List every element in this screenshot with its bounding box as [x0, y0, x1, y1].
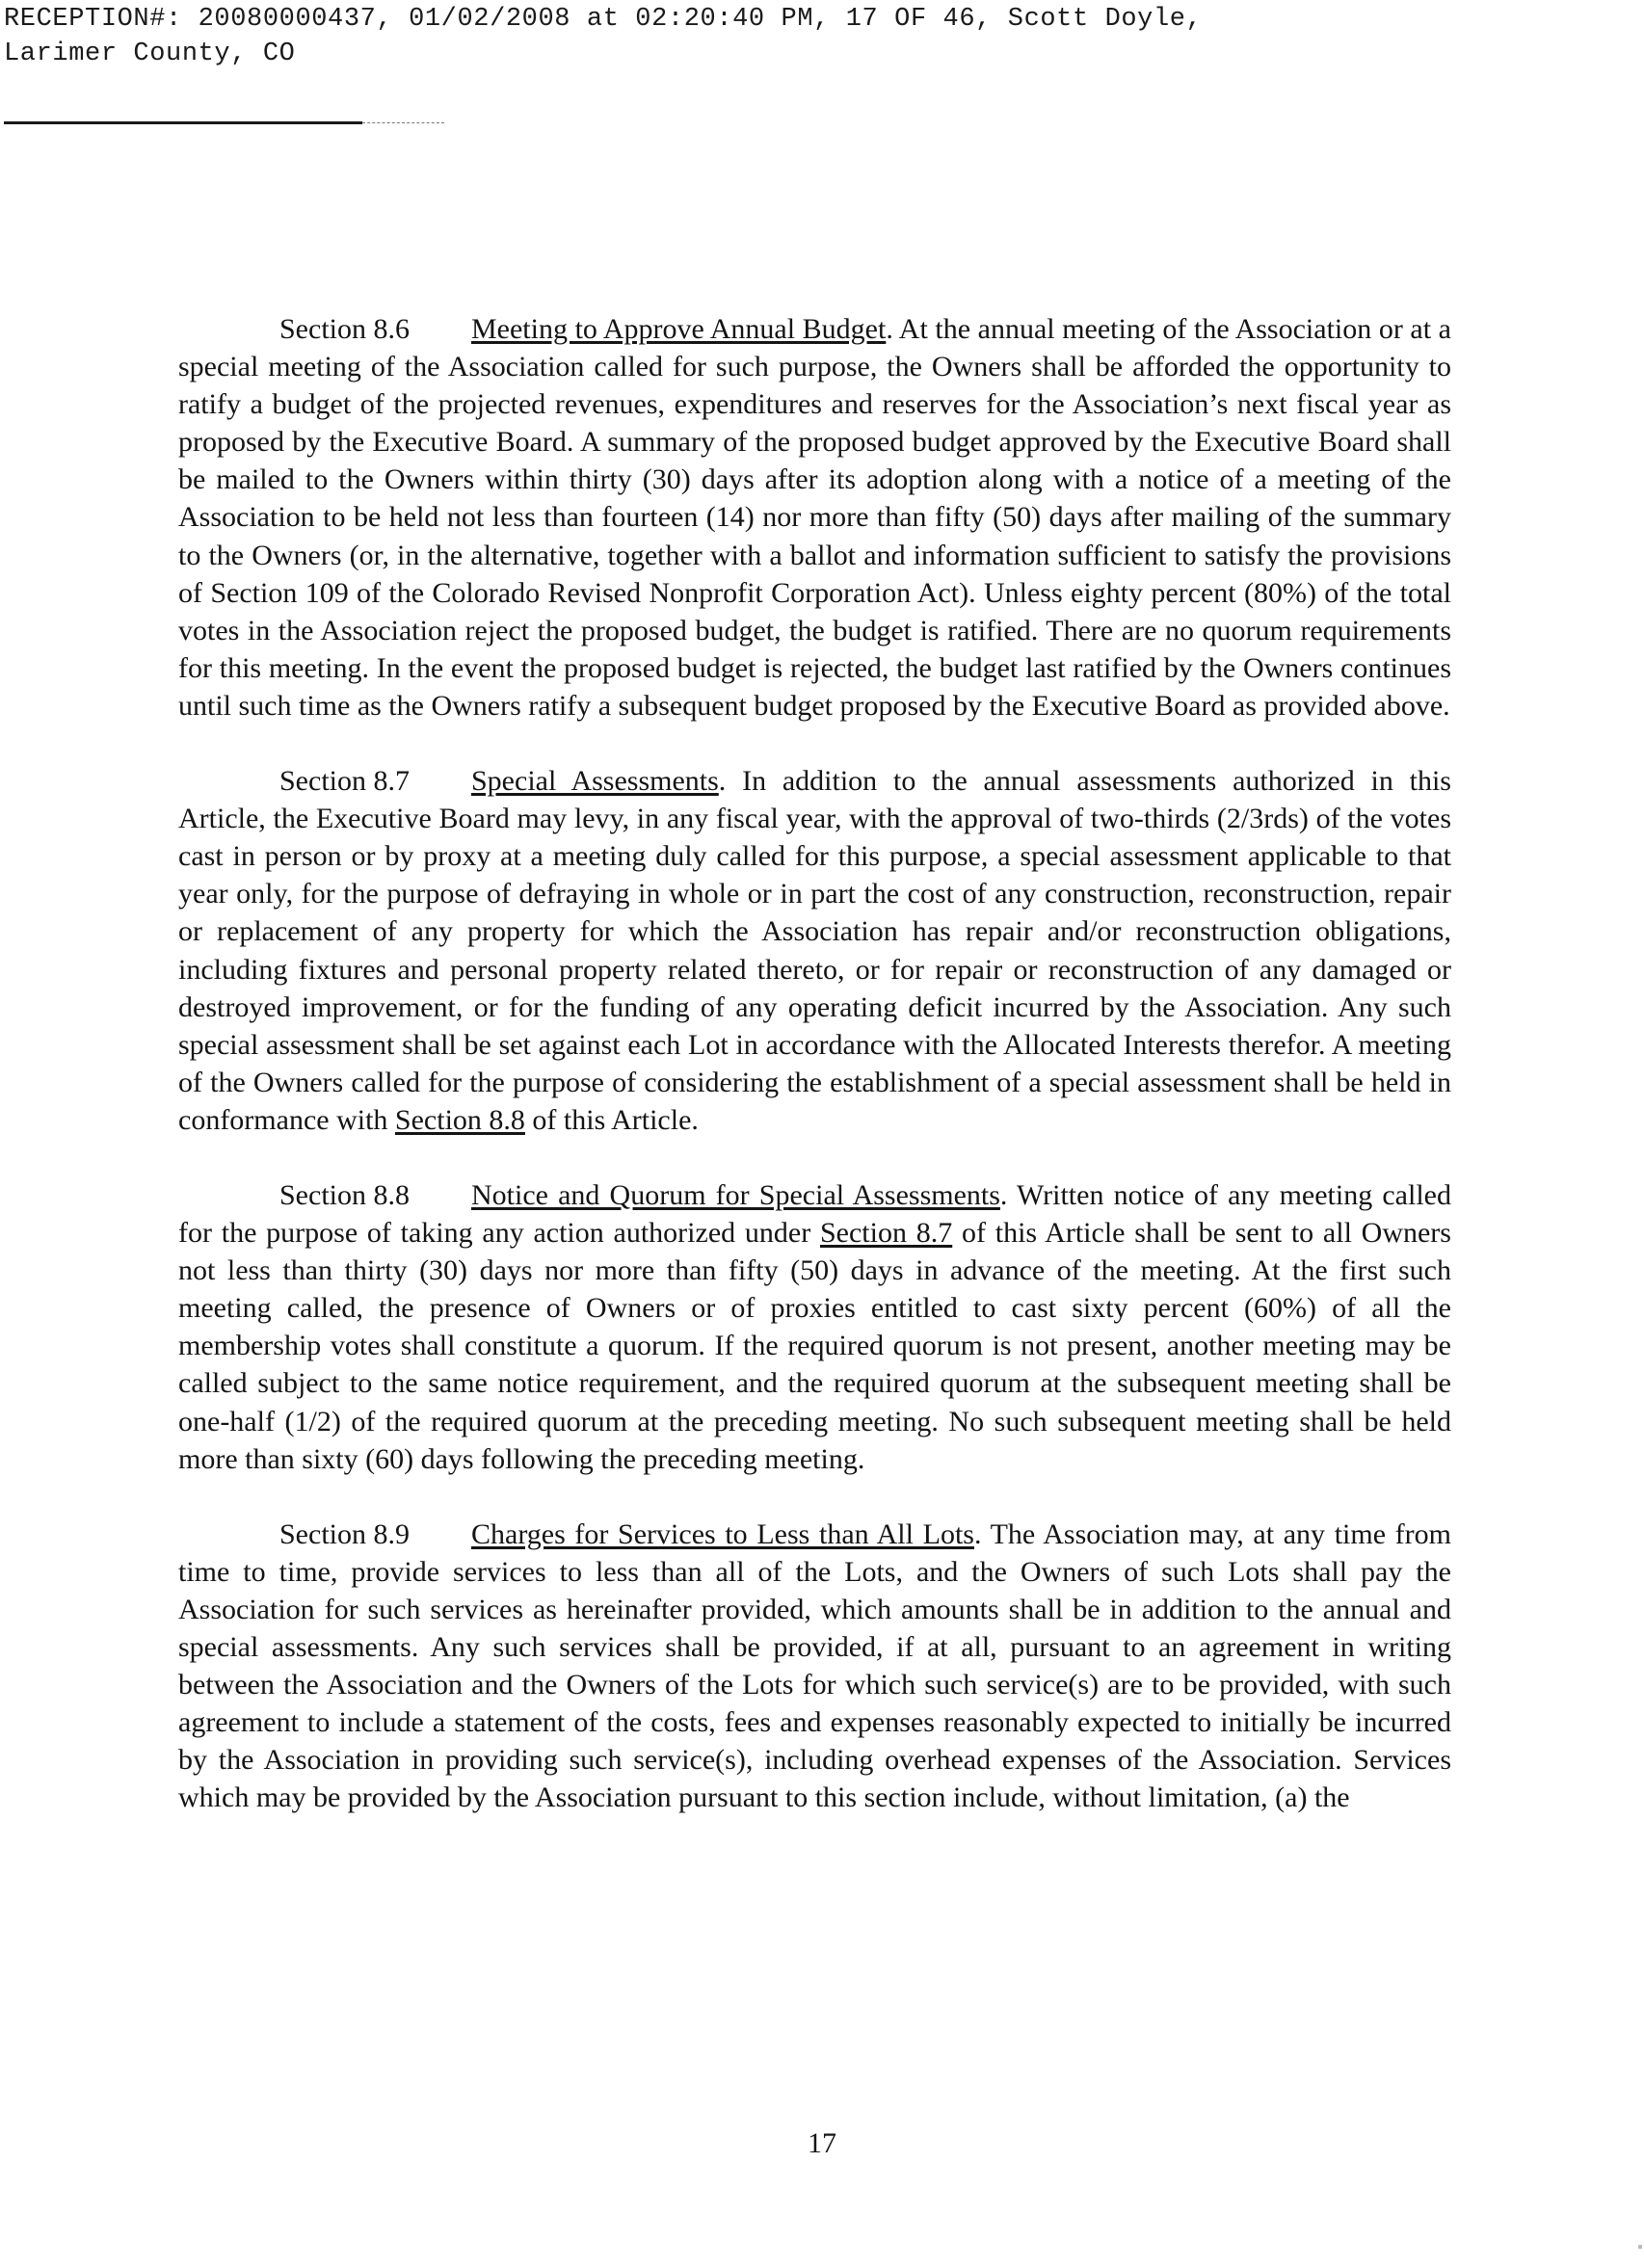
recording-stamp-line-1: RECEPTION#: 20080000437, 01/02/2008 at 02:20:40 PM, 17 OF 46, Scott Doyle, [4, 5, 1203, 34]
section-number: Section 8.7 [279, 765, 410, 798]
recording-stamp [4, 2, 1202, 71]
section-reference: Section 8.7 [819, 1217, 953, 1250]
section-text-end: of this Article. [524, 1103, 699, 1136]
scan-artifact [1638, 2245, 1642, 2249]
recording-stamp-line-2: Larimer County, CO [4, 40, 296, 68]
section-reference: Section 8.8 [394, 1103, 525, 1136]
stamp-divider [4, 121, 362, 124]
section-number: Section 8.8 [279, 1178, 410, 1211]
section-number: Section 8.9 [279, 1517, 410, 1550]
page-number: 17 [808, 2127, 836, 2159]
section-8-7 [178, 762, 1451, 1139]
section-number: Section 8.6 [279, 313, 410, 345]
section-title: Special Assessments [471, 765, 719, 798]
section-text-end: of this Article shall be sent to all Owners not less than thirty (30) days nor more than fifty (50) days in advance of the meeting. At the first such meeting called, the presence of Owners or of proxies entitled to cast sixty percent (60%) of all the membership votes shall constitute a quorum. If the required quorum is not present, another meeting may be called subject to the same notice requirement, and the required quorum at the subsequent meeting shall be one-half (1/2) of the required quorum at the preceding meeting. No such subsequent meeting shall be held more than sixty (60) days following the preceding meeting. [178, 1217, 1451, 1475]
section-title: Notice and Quorum for Special Assessments [471, 1178, 1000, 1211]
section-text: . Written notice of any meeting called for the purpose of taking any action authorized under [178, 1178, 1451, 1250]
document-body [178, 310, 1451, 1854]
section-title: Charges for Services to Less than All Lots [471, 1517, 974, 1550]
section-title: Meeting to Approve Annual Budget [471, 313, 887, 345]
section-text: . The Association may, at any time from time to time, provide services to less than all of the Lots, and the Owners of such Lots shall pay the Association for such services as hereinafter provided, which amounts shall be in addition to the annual and special assessments. Any such services shall be provided, if at all, pursuant to an agreement in writing between the Association and the Owners of the Lots for which such service(s) are to be provided, with such agreement to include a statement of the costs, fees and expenses reasonably expected to initially be incurred by the Association in providing such service(s), including overhead expenses of the Association. Services which may be provided by the Association pursuant to this section include, without limitation, (a) the [178, 1517, 1451, 1814]
section-8-8 [178, 1176, 1451, 1478]
stamp-divider-tail [362, 122, 444, 123]
section-8-9 [178, 1516, 1451, 1817]
section-8-6 [178, 310, 1451, 725]
section-text: . In addition to the annual assessments authorized in this Article, the Executive Board may levy, in any fiscal year, with the approval of two-thirds (2/3rds) of the votes cast in person or by proxy at a meeting duly called for this purpose, a special assessment applicable to that year only, for the purpose of defraying in whole or in part the cost of any construction, reconstruction, repair or replacement of any property for which the Association has repair and/or reconstruction obligations, including fixtures and personal property related thereto, or for repair or reconstruction of any damaged or destroyed improvement, or for the funding of any operating deficit incurred by the Association. Any such special assessment shall be set against each Lot in accordance with the Allocated Interests therefor. A meeting of the Owners called for the purpose of considering the establishment of a special assessment shall be held in conformance with [178, 765, 1451, 1136]
section-text: . At the annual meeting of the Association or at a special meeting of the Association called for such purpose, the Owners shall be afforded the opportunity to ratify a budget of the projected revenues, expenditures and reserves for the Association’s next fiscal year as proposed by the Executive Board. A summary of the proposed budget approved by the Executive Board shall be mailed to the Owners within thirty (30) days after its adoption along with a notice of a meeting of the Association to be held not less than fourteen (14) nor more than fifty (50) days after mailing of the summary to the Owners (or, in the alternative, together with a ballot and information sufficient to satisfy the provisions of Section 109 of the Colorado Revised Nonprofit Corporation Act). Unless eighty percent (80%) of the total votes in the Association reject the proposed budget, the budget is ratified. There are no quorum requirements for this meeting. In the event the proposed budget is rejected, the budget last ratified by the Owners continues until such time as the Owners ratify a subsequent budget proposed by the Executive Board as provided above. [178, 313, 1451, 722]
